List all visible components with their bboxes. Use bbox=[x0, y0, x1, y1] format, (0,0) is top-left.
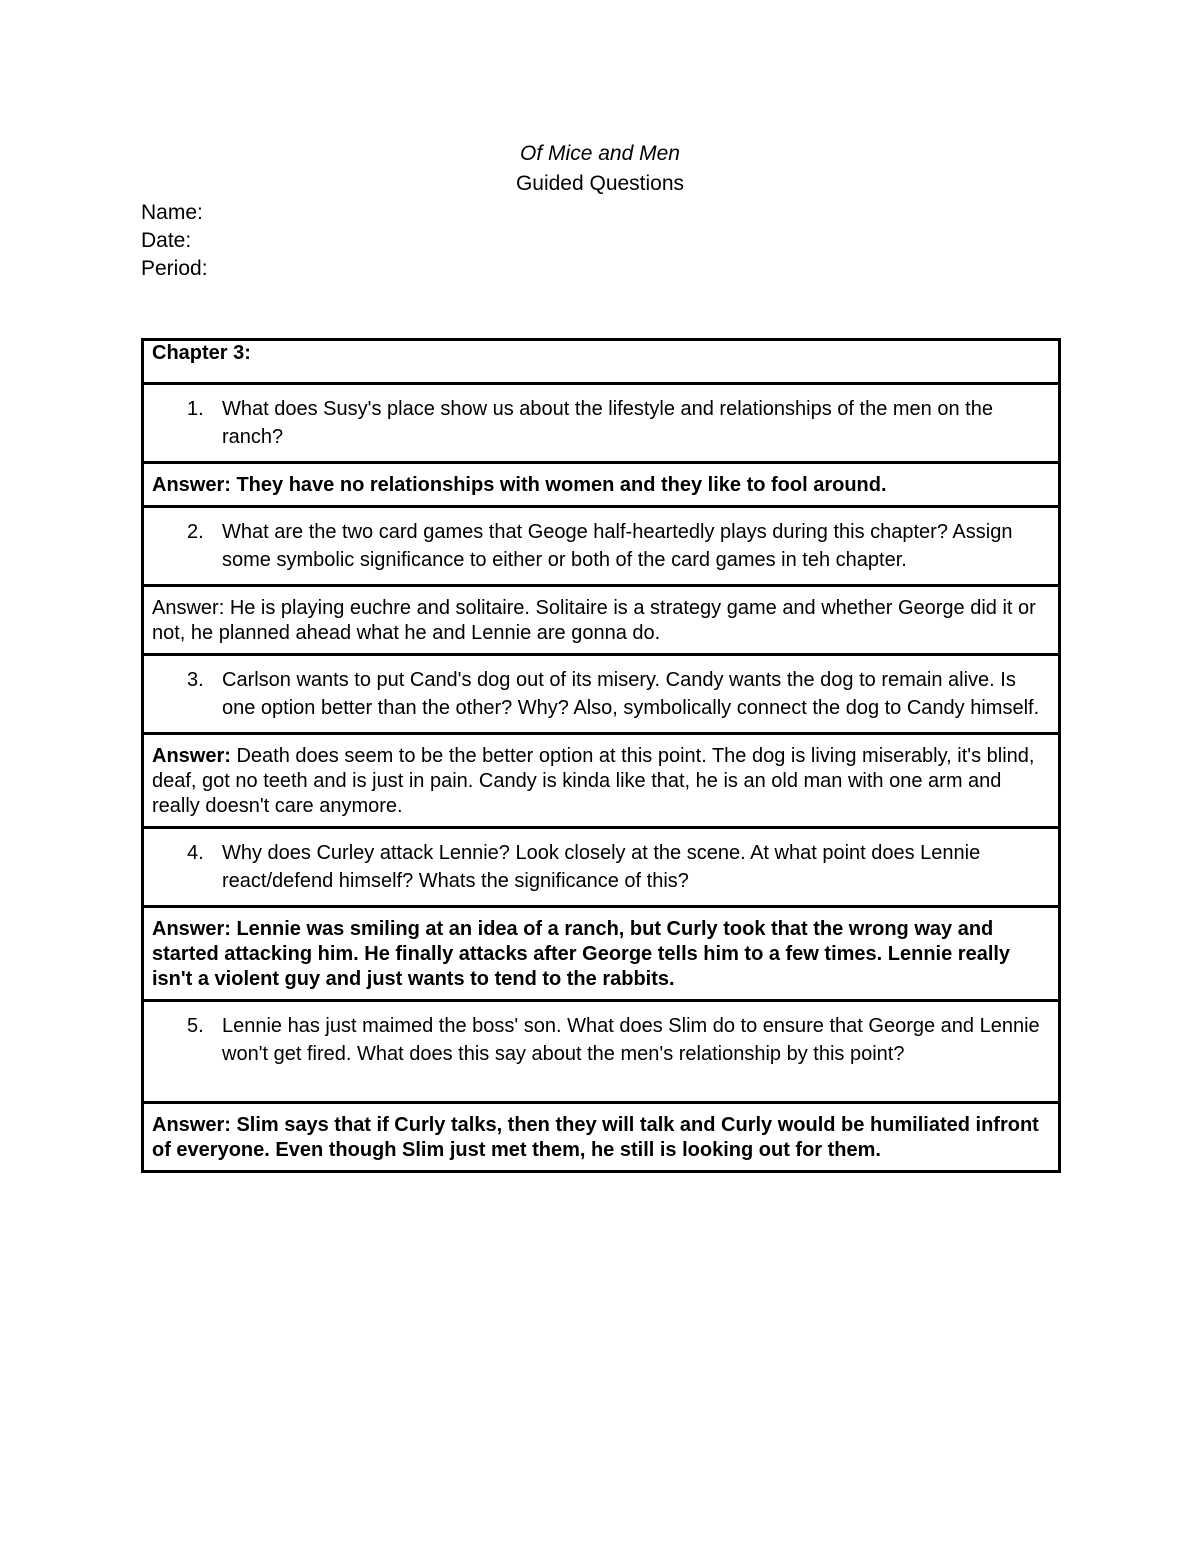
question-text: What are the two card games that Geoge half-heartedly plays during this chapter? Assign some symbolic significance to either or both of the card games in teh chapter. bbox=[222, 521, 1013, 571]
answer-cell bbox=[143, 734, 1060, 828]
question-text: Carlson wants to put Cand's dog out of its misery. Candy wants the dog to remain alive. Is one option better than the other? Why? Also, symbolically connect the dog to Candy himself. bbox=[222, 669, 1040, 719]
answer-row bbox=[143, 734, 1060, 828]
question-cell bbox=[143, 828, 1060, 907]
answer-text: He is playing euchre and solitaire. Solitaire is a strategy game and whether George did it or not, he planned ahead what he and Lennie are gonna do. bbox=[152, 597, 1036, 644]
date-field-label: Date: bbox=[141, 229, 192, 252]
answer-cell bbox=[143, 586, 1060, 655]
name-field-label: Name: bbox=[141, 201, 203, 224]
question-cell bbox=[143, 384, 1060, 463]
answer-label: Answer: bbox=[152, 745, 231, 767]
question-row bbox=[143, 384, 1060, 463]
answer-row bbox=[143, 907, 1060, 1001]
chapter-header-cell bbox=[143, 340, 1060, 384]
answer-row bbox=[143, 586, 1060, 655]
question-item bbox=[152, 666, 1050, 722]
answer-text: Slim says that if Curly talks, then they will talk and Curly would be humiliated infront of everyone. Even though Slim just met them, he still is looking out for them. bbox=[152, 1114, 1039, 1161]
question-number: 1. bbox=[187, 398, 204, 420]
question-number: 4. bbox=[187, 842, 204, 864]
questions-table bbox=[141, 338, 1061, 1173]
question-item bbox=[152, 395, 1050, 451]
period-field-label: Period: bbox=[141, 257, 208, 280]
question-row bbox=[143, 655, 1060, 734]
answer-label: Answer: bbox=[152, 474, 231, 496]
answer-label: Answer: bbox=[152, 597, 225, 619]
question-row bbox=[143, 828, 1060, 907]
question-text: What does Susy's place show us about the lifestyle and relationships of the men on the ranch? bbox=[222, 398, 993, 448]
answer-label: Answer: bbox=[152, 1114, 231, 1136]
answer-cell bbox=[143, 463, 1060, 507]
question-row bbox=[143, 1001, 1060, 1103]
answer-row bbox=[143, 463, 1060, 507]
question-number: 2. bbox=[187, 521, 204, 543]
question-number: 3. bbox=[187, 669, 204, 691]
question-item bbox=[152, 1012, 1050, 1068]
document-subtitle: Guided Questions bbox=[515, 172, 685, 195]
question-text: Lennie has just maimed the boss' son. What does Slim do to ensure that George and Lennie won't get fired. What does this say about the men's relationship by this point? bbox=[222, 1015, 1040, 1065]
question-item bbox=[152, 839, 1050, 895]
question-number: 5. bbox=[187, 1015, 204, 1037]
question-cell bbox=[143, 1001, 1060, 1103]
question-cell bbox=[143, 507, 1060, 586]
document-title: Of Mice and Men bbox=[520, 142, 680, 165]
answer-text: They have no relationships with women and they like to fool around. bbox=[236, 474, 887, 496]
chapter-header-row bbox=[143, 340, 1060, 384]
answer-cell bbox=[143, 907, 1060, 1001]
answer-label: Answer: bbox=[152, 918, 231, 940]
question-text: Why does Curley attack Lennie? Look closely at the scene. At what point does Lennie react/defend himself? Whats the significance of this? bbox=[222, 842, 981, 892]
answer-text: Death does seem to be the better option at this point. The dog is living miserably, it's blind, deaf, got no teeth and is just in pain. Candy is kinda like that, he is an old man with one arm and really doesn't care anymore. bbox=[152, 745, 1035, 817]
question-row bbox=[143, 507, 1060, 586]
question-cell bbox=[143, 655, 1060, 734]
chapter-label: Chapter 3: bbox=[152, 342, 251, 364]
answer-row bbox=[143, 1103, 1060, 1172]
answer-text: Lennie was smiling at an idea of a ranch, but Curly took that the wrong way and started attacking him. He finally attacks after George tells him to a few times. Lennie really isn't a violent guy and just wants to tend to the rabbits. bbox=[152, 918, 1011, 990]
question-item bbox=[152, 518, 1050, 574]
answer-cell bbox=[143, 1103, 1060, 1172]
student-info-fields bbox=[141, 199, 208, 283]
